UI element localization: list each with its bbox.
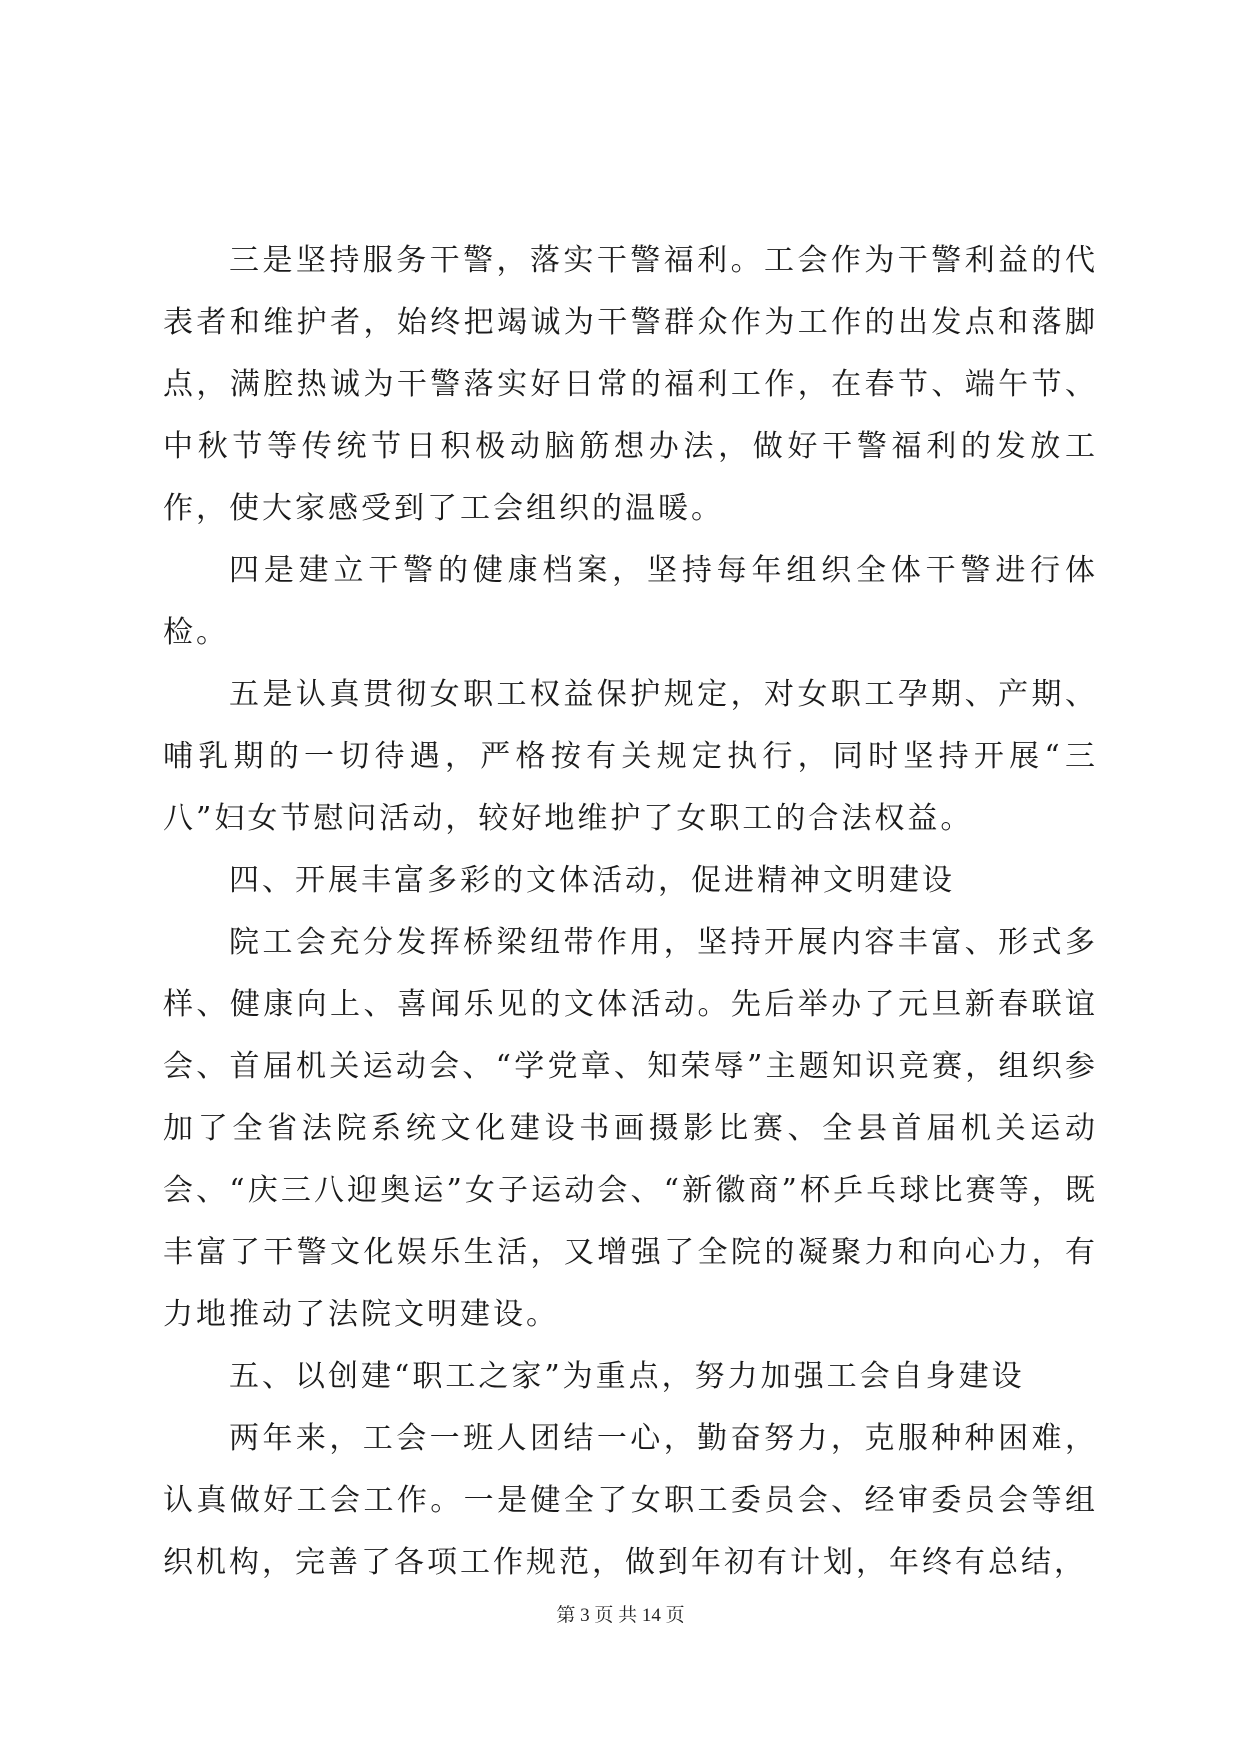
section-heading-staff-home: 五、以创建“职工之家”为重点，努力加强工会自身建设 bbox=[229, 1359, 1025, 1394]
paragraph-female-staff-rights: 五是认真贯彻女职工权益保护规定，对女职工孕期、产期、哺乳期的一切待遇，严格按有关规定执行，同时坚持开展“三八”妇女节慰问活动，较好地维护了女职工的合法权益。 bbox=[163, 677, 1098, 836]
page-number-footer: 第 3 页 共 14 页 bbox=[556, 1605, 685, 1626]
document-body bbox=[163, 230, 1098, 1594]
paragraph-cultural-activities: 院工会充分发挥桥梁纽带作用，坚持开展内容丰富、形式多样、健康向上、喜闻乐见的文体活动。先后举办了元旦新春联谊会、首届机关运动会、“学党章、知荣辱”主题知识竞赛，组织参加了全省法院系统文化建设书画摄影比赛、全县首届机关运动会、“庆三八迎奥运”女子运动会、“新徽商”杯乒乓球比赛等，既丰富了干警文化娱乐生活，又增强了全院的凝聚力和向心力，有力地推动了法院文明建设。 bbox=[163, 925, 1098, 1332]
paragraph-welfare: 三是坚持服务干警，落实干警福利。工会作为干警利益的代表者和维护者，始终把竭诚为干警群众作为工作的出发点和落脚点，满腔热诚为干警落实好日常的福利工作，在春节、端午节、中秋节等传统节日积极动脑筋想办法，做好干警福利的发放工作，使大家感受到了工会组织的温暖。 bbox=[163, 243, 1098, 526]
paragraph-union-work: 两年来，工会一班人团结一心，勤奋努力，克服种种困难，认真做好工会工作。一是健全了女职工委员会、经审委员会等组织机构，完善了各项工作规范，做到年初有计划，年终有总结， bbox=[163, 1421, 1098, 1580]
paragraph-health-records: 四是建立干警的健康档案，坚持每年组织全体干警进行体检。 bbox=[163, 553, 1098, 650]
section-heading-cultural-activities: 四、开展丰富多彩的文体活动，促进精神文明建设 bbox=[229, 863, 955, 898]
